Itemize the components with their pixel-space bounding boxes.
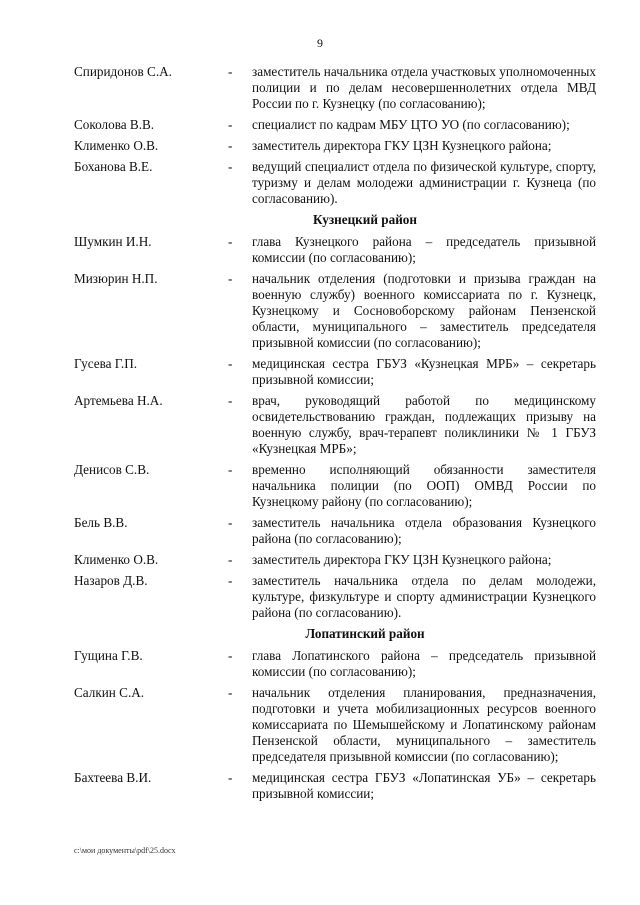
member-row: [74, 138, 596, 154]
member-role: заместитель начальника отдела образования Кузнецкого района (по согласованию);: [252, 515, 596, 546]
dash-separator: -: [228, 271, 233, 286]
member-name: Спиридонов С.А.: [74, 64, 172, 79]
members-list-top: [74, 64, 596, 207]
dash-separator: -: [228, 462, 233, 477]
member-row: [74, 552, 596, 568]
member-row: [74, 515, 596, 547]
member-role: временно исполняющий обязанности заместителя начальника полиции (по ООП) ОМВД России по Кузнецкому району (по согласованию);: [252, 462, 596, 509]
member-name: Артемьева Н.А.: [74, 393, 163, 408]
dash-separator: -: [228, 648, 233, 663]
member-role: заместитель начальника отдела по делам молодежи, культуре, физкультуре и спорту администрации Кузнецкого района (по согласованию).: [252, 573, 596, 620]
member-name: Денисов С.В.: [74, 462, 150, 477]
member-name: Бель В.В.: [74, 515, 128, 530]
member-name: Соколова В.В.: [74, 117, 155, 132]
member-name: Шумкин И.Н.: [74, 234, 152, 249]
dash-separator: -: [228, 159, 233, 174]
member-role: начальник отделения планирования, предназначения, подготовки и учета мобилизационных ресурсов военного комиссариата по Шемышейскому и Лопатинскому районам Пензенской области, муниципального – заместитель председателя призывной комиссии (по согласованию);: [252, 685, 596, 764]
member-row: [74, 573, 596, 621]
dash-separator: -: [228, 356, 233, 371]
dash-separator: -: [228, 552, 233, 567]
member-name: Клименко О.В.: [74, 552, 159, 567]
member-name: Боханова В.Е.: [74, 159, 153, 174]
members-list-kuznetsk: [74, 234, 596, 621]
member-row: [74, 117, 596, 133]
dash-separator: -: [228, 234, 233, 249]
member-role: ведущий специалист отдела по физической культуре, спорту, туризму и делам молодежи администрации г. Кузнеца (по согласованию).: [252, 159, 596, 206]
dash-separator: -: [228, 393, 233, 408]
member-role: глава Лопатинского района – председатель призывной комиссии (по согласованию);: [252, 648, 596, 679]
dash-separator: -: [228, 770, 233, 785]
dash-separator: -: [228, 64, 233, 79]
member-row: [74, 685, 596, 765]
dash-separator: -: [228, 685, 233, 700]
member-role: глава Кузнецкого района – председатель призывной комиссии (по согласованию);: [252, 234, 596, 265]
member-role: специалист по кадрам МБУ ЦТО УО (по согласованию);: [252, 117, 570, 132]
member-row: [74, 393, 596, 457]
dash-separator: -: [228, 117, 233, 132]
member-name: Назаров Д.В.: [74, 573, 148, 588]
member-role: медицинская сестра ГБУЗ «Лопатинская УБ» – секретарь призывной комиссии;: [252, 770, 596, 801]
member-row: [74, 271, 596, 351]
member-name: Бахтеева В.И.: [74, 770, 152, 785]
member-name: Гущина Г.В.: [74, 648, 143, 663]
dash-separator: -: [228, 515, 233, 530]
member-role: начальник отделения (подготовки и призыва граждан на военную службу) военного комиссариата по г. Кузнецк, Кузнецкому и Сосновоборскому районам Пензенской области, муниципального – заместитель председателя призывной комиссии (по согласованию);: [252, 271, 596, 350]
member-role: медицинская сестра ГБУЗ «Кузнецкая МРБ» – секретарь призывной комиссии;: [252, 356, 596, 387]
member-row: [74, 234, 596, 266]
page-number: 9: [317, 36, 323, 50]
member-row: [74, 159, 596, 207]
section-title-kuznetsk: Кузнецкий район: [313, 212, 417, 227]
members-list-lopatino: [74, 648, 596, 802]
member-row: [74, 356, 596, 388]
document-body: [74, 64, 596, 807]
member-name: Мизюрин Н.П.: [74, 271, 158, 286]
member-role: врач, руководящий работой по медицинскому освидетельствованию граждан, подлежащих призыву на военную службу, врач-терапевт поликлиники № 1 ГБУЗ «Кузнецкая МРБ»;: [252, 393, 596, 456]
member-name: Салкин С.А.: [74, 685, 145, 700]
member-role: заместитель начальника отдела участковых уполномоченных полиции и по делам несовершеннолетних отдела МВД России по г. Кузнецку (по согласованию);: [252, 64, 596, 111]
member-role: заместитель директора ГКУ ЦЗН Кузнецкого района;: [252, 552, 552, 567]
member-name: Клименко О.В.: [74, 138, 159, 153]
member-row: [74, 648, 596, 680]
member-name: Гусева Г.П.: [74, 356, 138, 371]
dash-separator: -: [228, 573, 233, 588]
member-row: [74, 64, 596, 112]
dash-separator: -: [228, 138, 233, 153]
member-row: [74, 462, 596, 510]
file-path-footer: c:\мои документы\pdf\25.docx: [74, 846, 176, 855]
section-title-lopatino: Лопатинский район: [305, 626, 425, 641]
member-role: заместитель директора ГКУ ЦЗН Кузнецкого района;: [252, 138, 552, 153]
member-row: [74, 770, 596, 802]
